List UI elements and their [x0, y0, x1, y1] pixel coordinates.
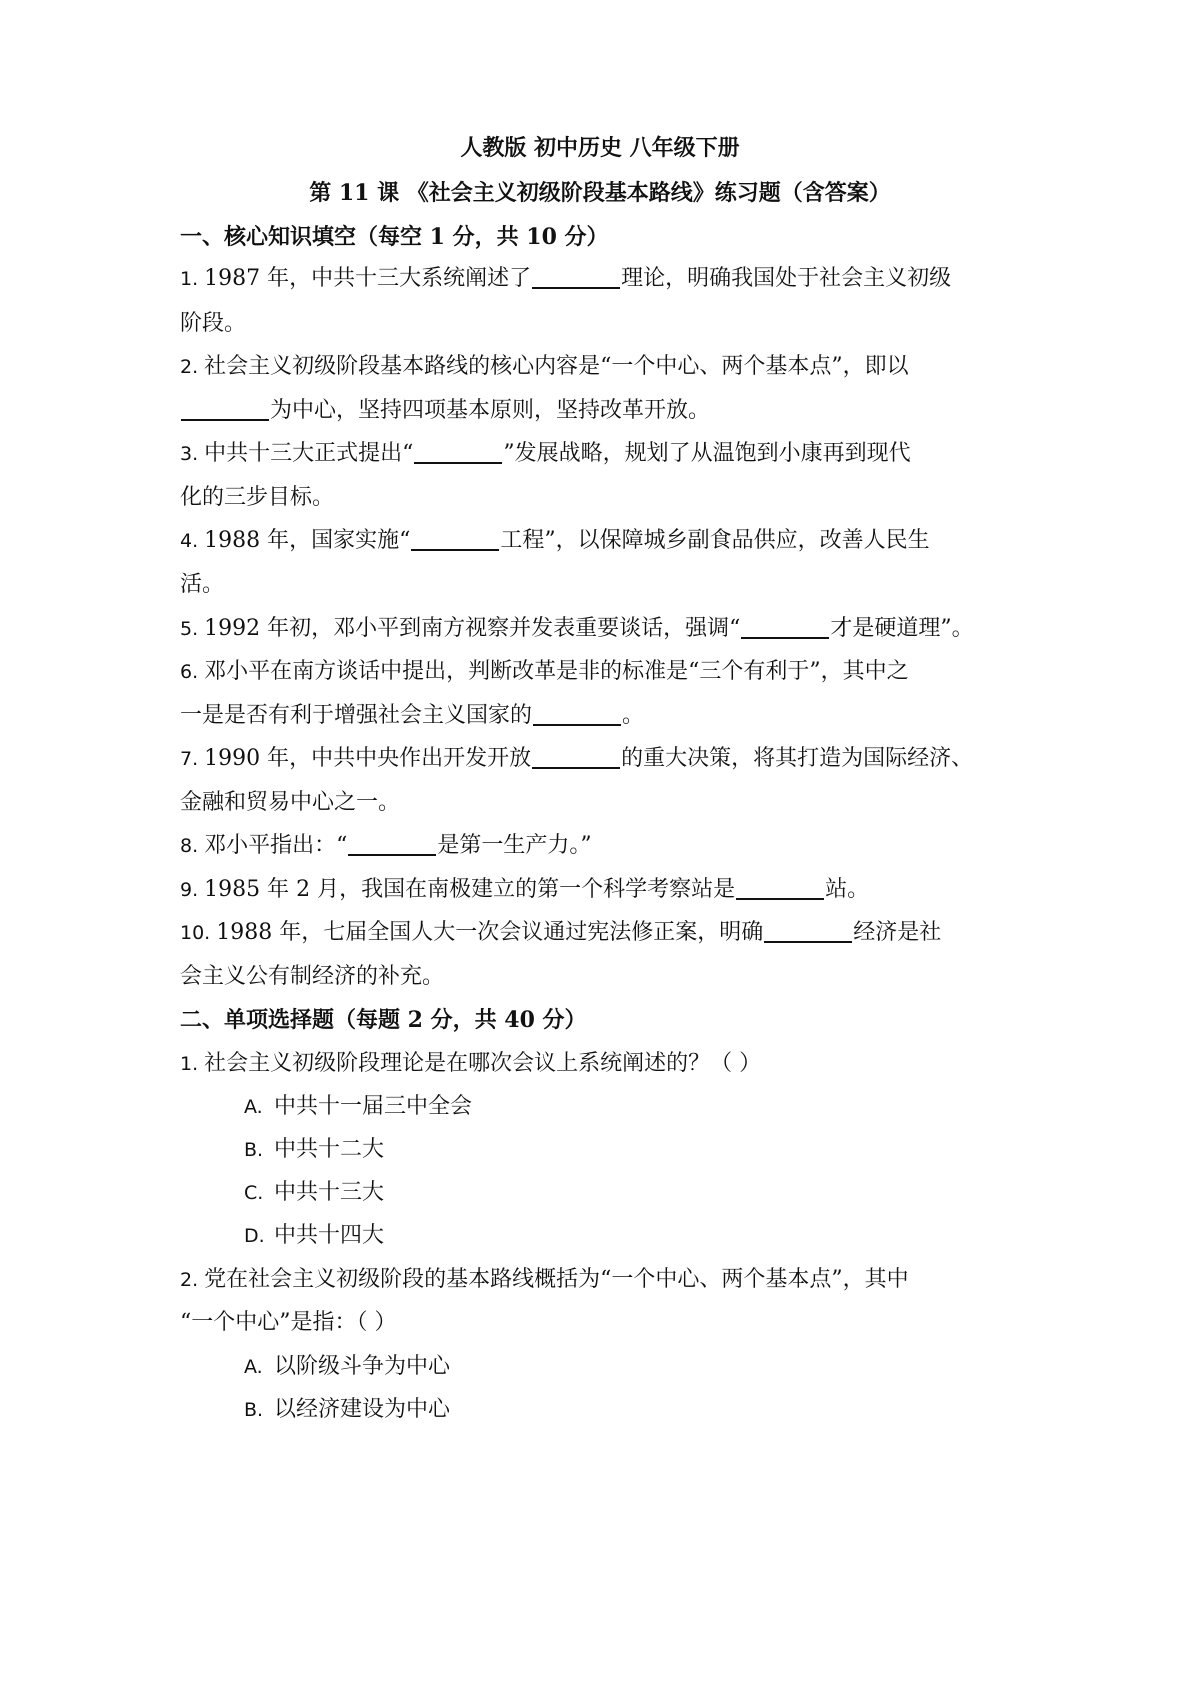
choice-question-1: 1. 社会主义初级阶段理论是在哪次会议上系统阐述的？（ ）	[180, 1051, 762, 1076]
answer-blank[interactable]	[736, 876, 824, 900]
section-fill-blank-heading: 一、核心知识填空（每空 1 分，共 10 分）	[180, 224, 609, 250]
answer-blank[interactable]	[411, 527, 499, 551]
fill-question-9: 9. 1985 年 2 月，我国在南极建立的第一个科学考察站是 站。	[180, 877, 870, 902]
choice-option[interactable]: B. 以经济建设为中心	[244, 1397, 451, 1422]
fill-question-1-cont: 阶段。	[180, 311, 247, 336]
fill-question-10: 10. 1988 年，七届全国人大一次会议通过宪法修正案，明确 经济是社	[180, 920, 942, 945]
answer-blank[interactable]	[764, 919, 852, 943]
fill-question-2-cont: 为中心，坚持四项基本原则，坚持改革开放。	[180, 396, 970, 426]
answer-blank[interactable]	[533, 702, 621, 726]
document-title: 人教版 初中历史 八年级下册	[460, 135, 740, 161]
fill-question-5: 5. 1992 年初，邓小平到南方视察并发表重要谈话，强调“ 才是硬道理”。	[180, 616, 974, 641]
choice-option[interactable]: B. 中共十二大	[244, 1137, 385, 1162]
answer-blank[interactable]	[741, 615, 829, 639]
lesson-title: 第 11 课 《社会主义初级阶段基本路线》练习题（含答案）	[309, 180, 891, 206]
fill-question-10-cont: 会主义公有制经济的补充。	[180, 964, 445, 989]
fill-question-8: 8. 邓小平指出：“ 是第一生产力。”	[180, 833, 592, 858]
answer-blank[interactable]	[348, 832, 436, 856]
fill-question-3-cont: 化的三步目标。	[180, 485, 335, 510]
fill-question-2: 2. 社会主义初级阶段基本路线的核心内容是“一个中心、两个基本点”，即以	[180, 354, 909, 379]
choice-option[interactable]: A. 以阶级斗争为中心	[244, 1354, 451, 1379]
choice-option[interactable]: A. 中共十一届三中全会	[244, 1094, 473, 1119]
answer-blank[interactable]	[181, 397, 269, 421]
choice-question-2: 2. 党在社会主义初级阶段的基本路线概括为“一个中心、两个基本点”，其中	[180, 1267, 909, 1292]
fill-question-4: 4. 1988 年，国家实施“ 工程”，以保障城乡副食品供应，改善人民生	[180, 528, 930, 553]
answer-blank[interactable]	[414, 440, 502, 464]
fill-question-6: 6. 邓小平在南方谈话中提出，判断改革是非的标准是“三个有利于”，其中之	[180, 659, 909, 684]
fill-question-1: 1. 1987 年，中共十三大系统阐述了 理论，明确我国处于社会主义初级	[180, 266, 952, 291]
fill-question-6-cont: 一是是否有利于增强社会主义国家的 。	[180, 703, 645, 728]
fill-question-7: 7. 1990 年，中共中央作出开发开放 的重大决策，将其打造为国际经济、	[180, 746, 974, 771]
fill-question-3: 3. 中共十三大正式提出“ ”发展战略，规划了从温饱到小康再到现代	[180, 441, 911, 466]
answer-blank[interactable]	[532, 265, 620, 289]
choice-option[interactable]: C. 中共十三大	[244, 1180, 385, 1205]
section-choice-heading: 二、单项选择题（每题 2 分，共 40 分）	[180, 1007, 587, 1033]
choice-question-2-cont: “一个中心”是指：（ ）	[180, 1310, 397, 1335]
answer-blank[interactable]	[532, 745, 620, 769]
fill-question-4-cont: 活。	[180, 572, 225, 597]
fill-question-7-cont: 金融和贸易中心之一。	[180, 790, 401, 815]
choice-option[interactable]: D. 中共十四大	[244, 1223, 385, 1248]
